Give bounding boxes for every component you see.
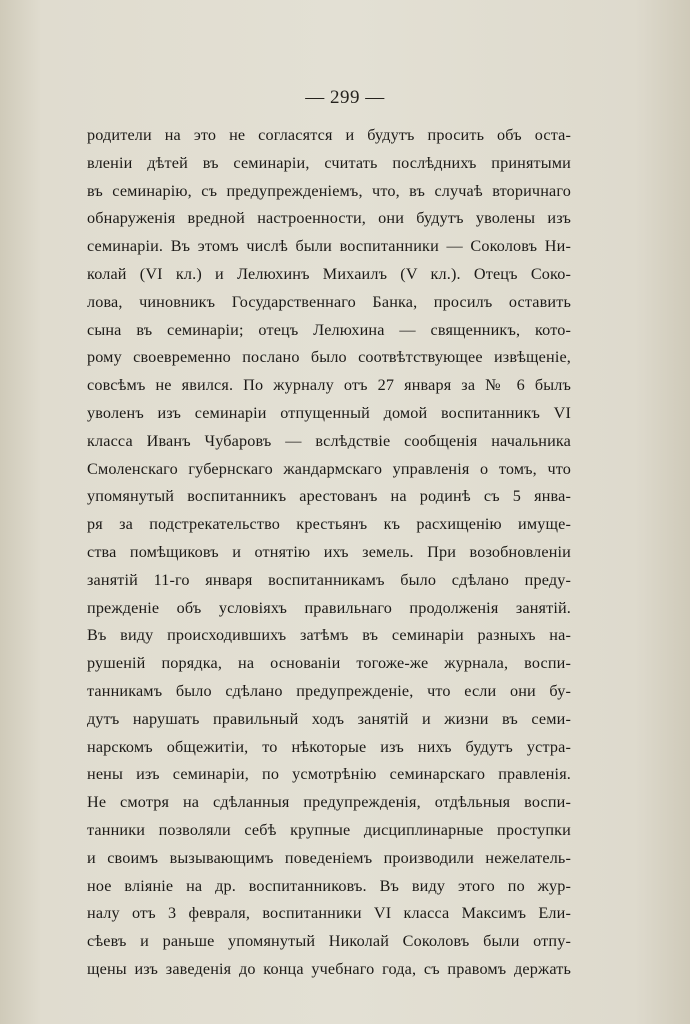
text-line: щены изъ заведенія до конца учебнаго года, съ правомъ держать: [87, 959, 571, 978]
text-line: прежденіе объ условіяхъ правильнаго продолженія занятій.: [87, 598, 571, 617]
text-line: танники позволяли себѣ крупные дисциплинарные проступки: [87, 820, 571, 839]
text-line: уволенъ изъ семинаріи отпущенный домой воспитанникъ VI: [87, 403, 571, 422]
text-line: совсѣмъ не явился. По журналу отъ 27 января за № 6 былъ: [87, 376, 571, 395]
text-line: обнаруженія вредной настроенности, они будутъ уволены изъ: [87, 209, 571, 228]
page-number: — 299 —: [305, 87, 385, 108]
text-line: ное вліяніе на др. воспитанниковъ. Въ виду этого по жур-: [87, 876, 571, 895]
text-line: занятій 11-го января воспитанникамъ было сдѣлано преду-: [87, 570, 571, 589]
text-line: вленіи дѣтей въ семинаріи, считать послѣднихъ принятыми: [87, 153, 571, 172]
text-line: Не смотря на сдѣланныя предупрежденія, отдѣльныя воспи-: [87, 793, 571, 812]
text-line: дутъ нарушать правильный ходъ занятій и жизни въ семи-: [87, 709, 571, 728]
text-line: Въ виду происходившихъ затѣмъ въ семинаріи разныхъ на-: [87, 626, 571, 645]
text-line: лова, чиновникъ Государственнаго Банка, просилъ оставить: [87, 292, 571, 311]
text-line: ства помѣщиковъ и отнятію ихъ земель. При возобновленіи: [87, 542, 571, 561]
text-line: нены изъ семинаріи, по усмотрѣнію семинарскаго правленія.: [87, 765, 571, 784]
text-line: сына въ семинаріи; отецъ Лелюхина — священникъ, кото-: [87, 320, 571, 339]
text-line: нарскомъ общежитіи, то нѣкоторые изъ нихъ будутъ устра-: [87, 737, 571, 756]
text-body: [87, 122, 571, 984]
text-line: налу отъ 3 февраля, воспитанники VI класса Максимъ Ели-: [87, 904, 571, 923]
text-line: въ семинарію, съ предупрежденіемъ, что, въ случаѣ вторичнаго: [87, 181, 571, 200]
text-line: колай (VI кл.) и Лелюхинъ Михаилъ (V кл.). Отецъ Соко-: [87, 264, 571, 283]
text-line: и своимъ вызывающимъ поведеніемъ производили нежелатель-: [87, 848, 571, 867]
text-line: рому своевременно послано было соотвѣтствующее извѣщеніе,: [87, 348, 571, 367]
text-line: сѣевъ и раньше упомянутый Николай Соколовъ были отпу-: [87, 932, 571, 951]
text-line: класса Иванъ Чубаровъ — вслѣдствіе сообщенія начальника: [87, 431, 571, 450]
text-line: рушеній порядка, на основаніи тогоже-же журнала, воспи-: [87, 654, 571, 673]
text-line: упомянутый воспитанникъ арестованъ на родинѣ съ 5 янва-: [87, 487, 571, 506]
text-line: Смоленскаго губернскаго жандармскаго управленія о томъ, что: [87, 459, 571, 478]
text-line: танникамъ было сдѣлано предупрежденіе, что если они бу-: [87, 681, 571, 700]
text-line: ря за подстрекательство крестьянъ къ расхищенію имуще-: [87, 515, 571, 534]
text-line: семинаріи. Въ этомъ числѣ были воспитанники — Соколовъ Ни-: [87, 237, 571, 256]
text-line: родители на это не согласятся и будутъ просить объ оста-: [87, 126, 571, 144]
